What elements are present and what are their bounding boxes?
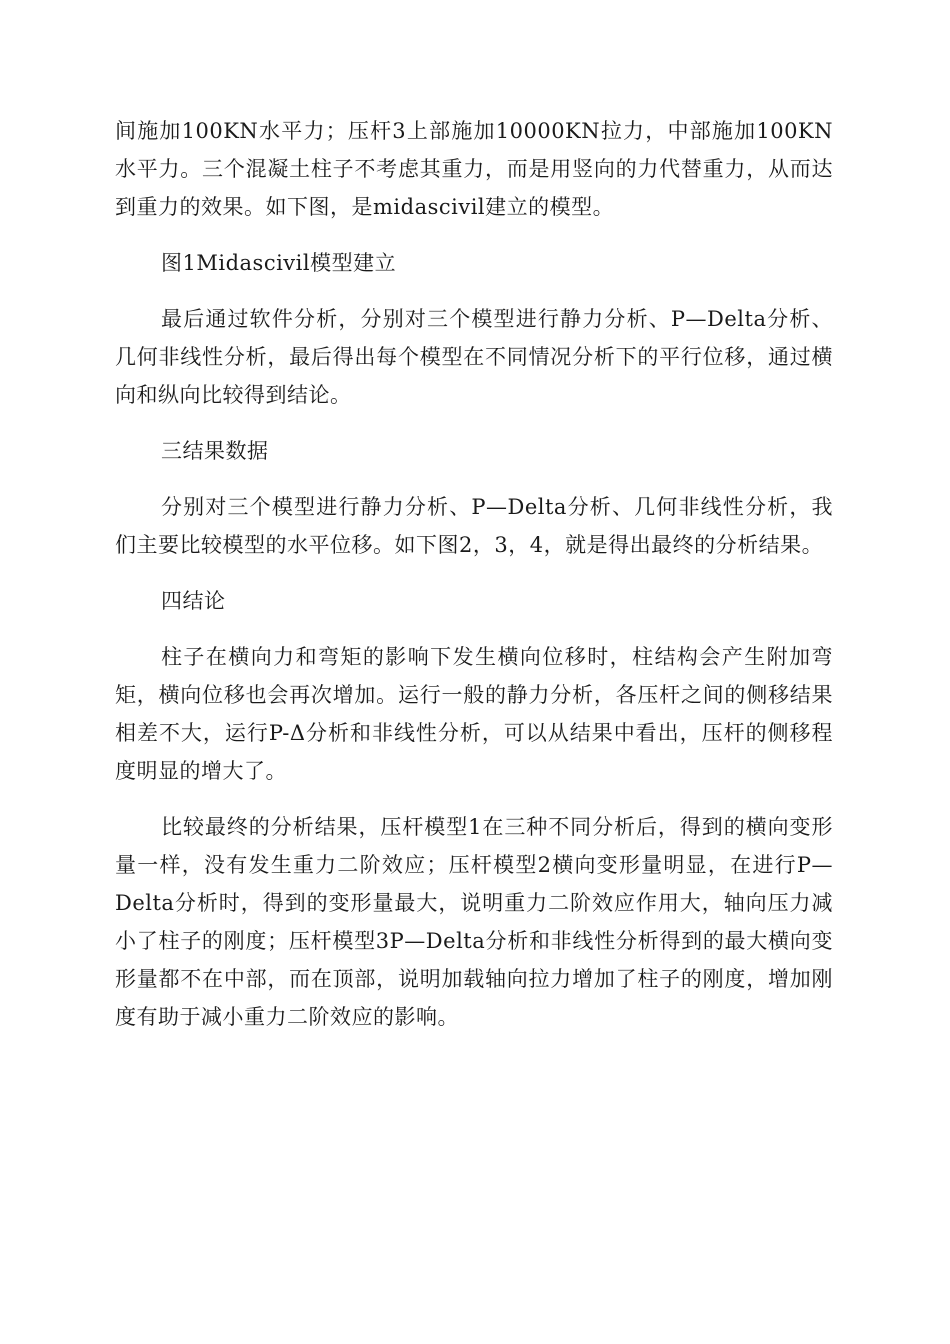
document-body	[115, 112, 833, 1054]
paragraph-model-loads: 间施加100KN水平力；压杆3上部施加10000KN拉力，中部施加100KN水平力。三个混凝土柱子不考虑其重力，而是用竖向的力代替重力，从而达到重力的效果。如下图，是midascivil建立的模型。	[115, 119, 833, 219]
paragraph-conclusion-2: 比较最终的分析结果，压杆模型1在三种不同分析后，得到的横向变形量一样，没有发生重力二阶效应；压杆模型2横向变形量明显，在进行P—Delta分析时，得到的变形量最大，说明重力二阶效应作用大，轴向压力减小了柱子的刚度；压杆模型3P—Delta分析和非线性分析得到的最大横向变形量都不在中部，而在顶部，说明加载轴向拉力增加了柱子的刚度，增加刚度有助于减小重力二阶效应的影响。	[115, 815, 833, 1029]
paragraph-analysis-method: 最后通过软件分析，分别对三个模型进行静力分析、P—Delta分析、几何非线性分析，最后得出每个模型在不同情况分析下的平行位移，通过横向和纵向比较得到结论。	[115, 307, 833, 407]
figure-caption-1: 图1Midascivil模型建立	[161, 251, 397, 275]
section-heading-conclusion: 四结论	[161, 589, 226, 613]
section-heading-results: 三结果数据	[161, 439, 269, 463]
paragraph-results: 分别对三个模型进行静力分析、P—Delta分析、几何非线性分析，我们主要比较模型的水平位移。如下图2，3，4，就是得出最终的分析结果。	[115, 495, 833, 557]
paragraph-conclusion-1: 柱子在横向力和弯矩的影响下发生横向位移时，柱结构会产生附加弯矩，横向位移也会再次增加。运行一般的静力分析，各压杆之间的侧移结果相差不大，运行P-Δ分析和非线性分析，可以从结果中看出，压杆的侧移程度明显的增大了。	[115, 645, 833, 783]
